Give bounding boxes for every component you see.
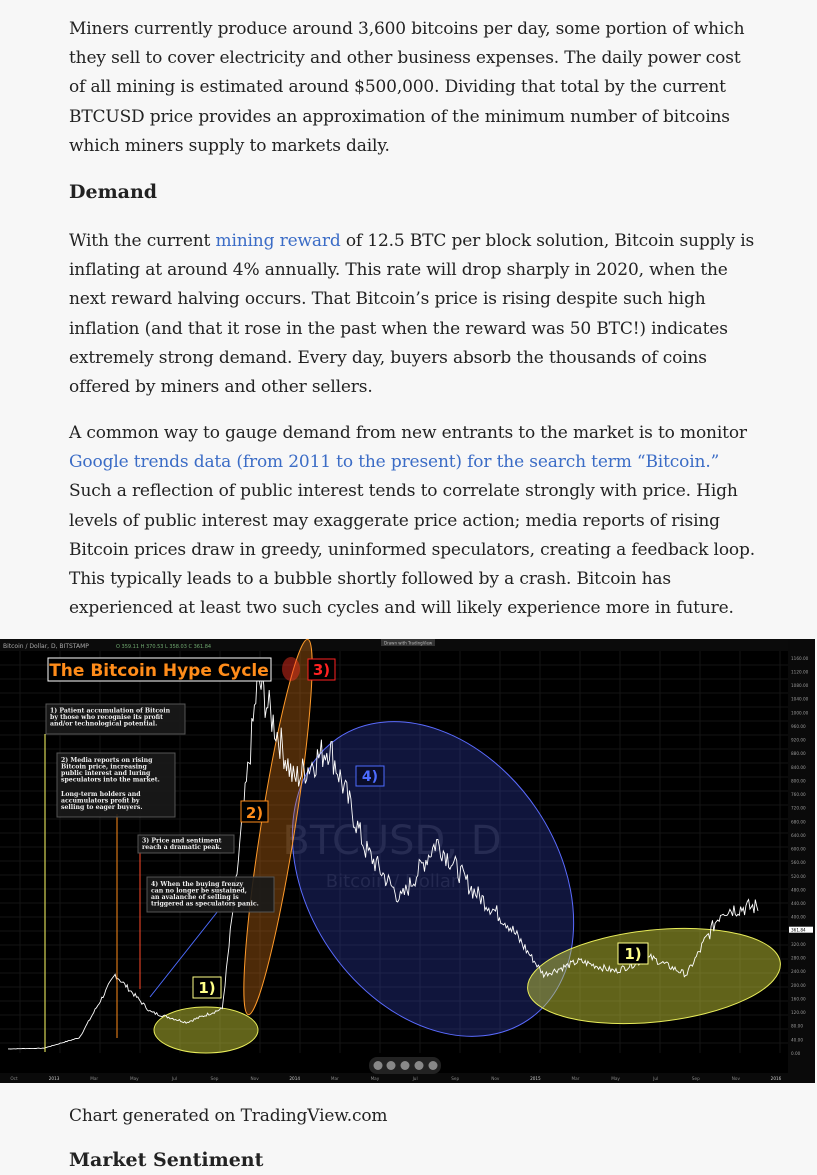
chart-pager-dot[interactable] <box>374 1061 383 1070</box>
chart-pager-dot[interactable] <box>401 1061 410 1070</box>
paragraph-text: With the current <box>69 231 216 251</box>
price-tick-label: 440.00 <box>791 901 806 907</box>
phase-label-2-text: 2) <box>245 804 264 822</box>
phase-label-3 <box>308 659 335 680</box>
note-4-line: triggered as speculators panic. <box>151 900 259 908</box>
paragraph-mining-reward <box>69 227 759 402</box>
price-tick-label: 1040.00 <box>791 696 809 702</box>
phase-label-4 <box>356 766 384 786</box>
time-tick-label: Mar <box>330 1076 339 1081</box>
price-tick-label: 320.00 <box>791 942 806 947</box>
time-tick-label: 2013 <box>48 1076 60 1081</box>
time-tick-label: 2014 <box>289 1076 301 1081</box>
note-2-line: public interest and luring <box>61 770 151 777</box>
chart-pager-dot[interactable] <box>429 1061 438 1070</box>
price-tick-label: 80.00 <box>791 1023 803 1029</box>
phase-3-ellipse <box>282 657 300 681</box>
time-tick-label: Nov <box>250 1076 259 1081</box>
price-tick-label: 560.00 <box>791 860 806 866</box>
price-tick-label: 960.00 <box>791 723 806 729</box>
note-3 <box>138 835 234 853</box>
note-1-line: and/or technological potential. <box>50 720 158 728</box>
note-2-line: 2) Media reports on rising <box>61 757 153 764</box>
next-heading: Market Sentiment <box>69 1149 264 1171</box>
note-2-line: speculators into the market. <box>61 776 160 784</box>
note-2b-line: Long-term holders and <box>61 791 141 798</box>
time-tick-label: Nov <box>491 1076 500 1081</box>
chart-watermark: BTCUSD, D <box>282 818 502 864</box>
price-tick-label: 760.00 <box>791 792 806 798</box>
chart-caption <box>69 1102 759 1131</box>
phase-label-1-left <box>193 977 221 998</box>
note-3-line: 3) Price and sentiment <box>142 837 222 845</box>
price-tick-label: 1080.00 <box>791 683 809 689</box>
note-4 <box>147 877 274 912</box>
chart-title: The Bitcoin Hype Cycle <box>49 661 269 681</box>
price-tick-label: 1000.00 <box>791 710 809 716</box>
time-tick-label: May <box>370 1076 380 1081</box>
price-tick-label: 640.00 <box>791 833 806 838</box>
phase-label-1-right <box>618 943 648 964</box>
paragraph-google-trends <box>69 419 759 623</box>
note-3-line: reach a dramatic peak. <box>142 844 222 851</box>
note-4-line: can no longer be sustained, <box>151 887 247 895</box>
time-tick-label: May <box>129 1076 139 1081</box>
hype-cycle-chart <box>0 639 815 1083</box>
phase-label-1-right-text: 1) <box>624 945 642 963</box>
chart-pager[interactable] <box>369 1057 441 1074</box>
note-1 <box>46 704 185 734</box>
price-tick-label: 920.00 <box>791 737 806 743</box>
price-tick-label: 0.00 <box>791 1051 801 1056</box>
paragraph-miners-supply <box>69 15 759 161</box>
note-2b-line: selling to eager buyers. <box>61 804 143 811</box>
phase-label-2 <box>241 801 268 822</box>
time-axis <box>0 1073 815 1083</box>
note-2b-line: accumulators profit by <box>61 797 140 805</box>
hype-cycle-chart-image <box>0 639 815 1083</box>
time-tick-label: Sep <box>451 1076 460 1081</box>
paragraph-text: Miners currently produce around 3,600 bitcoins per day, some portion of which they sell to cover electricity and other business expenses. The daily power cost of all mining is estimated around $500,000. Dividing that total by the current BTCUSD price provides an approximation of the minimum number of bitcoins which miners supply to markets daily. <box>69 19 745 156</box>
price-tick-label: 1160.00 <box>791 655 809 661</box>
time-tick-label: 2015 <box>530 1076 541 1081</box>
note-2 <box>57 753 175 817</box>
time-tick-label: Jul <box>653 1076 659 1081</box>
note-1-line: 1) Patient accumulation of Bitcoin <box>50 707 171 715</box>
price-tick-label: 200.00 <box>791 982 806 988</box>
time-tick-label: Jul <box>171 1076 177 1081</box>
price-tick-label: 720.00 <box>791 805 806 811</box>
time-tick-label: Jul <box>412 1076 418 1081</box>
price-tick-label: 840.00 <box>791 764 806 770</box>
price-tick-label: 680.00 <box>791 819 806 825</box>
chart-pager-dot[interactable] <box>415 1061 424 1070</box>
note-4-line: an avalanche of selling is <box>151 894 239 901</box>
price-tick-label: 40.00 <box>791 1037 803 1043</box>
top-badge-text: Drawn with TradingView <box>384 640 433 646</box>
note-4-line: 4) When the buying frenzy <box>151 881 244 888</box>
price-tick-label: 160.00 <box>791 996 806 1002</box>
price-tick-label: 600.00 <box>791 846 806 852</box>
time-tick-label: Oct <box>10 1076 18 1081</box>
mining-reward-link[interactable]: mining reward <box>215 231 341 251</box>
price-tick-label: 1120.00 <box>791 669 809 675</box>
time-tick-label: Nov <box>731 1076 740 1081</box>
time-tick-label: May <box>611 1076 620 1081</box>
chart-watermark-sub: Bitcoin / Dollar <box>325 871 459 892</box>
price-tick-label: 280.00 <box>791 955 806 961</box>
paragraph-text: A common way to gauge demand from new entrants to the market is to monitor <box>69 423 747 443</box>
price-tick-label: 480.00 <box>791 887 806 893</box>
time-tick-label: Mar <box>90 1076 99 1081</box>
phase-label-1-left-text: 1) <box>198 979 216 997</box>
paragraph-text: Such a reflection of public interest tends to correlate strongly with price. High levels of public interest may exaggerate price action; media reports of rising Bitcoin prices draw in greedy, uninformed speculators, creating a feedback loop. This typically leads to a bubble shortly followed by a crash. Bitcoin has experienced at least two such cycles and will likely experience more in future. <box>69 481 755 619</box>
price-tick-label: 240.00 <box>791 969 806 975</box>
price-tick-label: 520.00 <box>791 873 806 879</box>
note-1-line: by those who recognise its profit <box>50 714 163 721</box>
time-tick-label: 2016 <box>770 1076 782 1081</box>
chart-ohlc: O 359.11 H 370.53 L 358.03 C 361.84 <box>116 644 212 650</box>
price-tick-label: 880.00 <box>791 751 806 757</box>
note-2-line: Bitcoin price, increasing <box>61 763 147 771</box>
time-tick-label: Sep <box>210 1076 219 1081</box>
paragraph-text: of 12.5 BTC per block solution, Bitcoin supply is inflating at around 4% annually. This rate will drop sharply in 2020, when the next reward halving occurs. That Bitcoin’s price is rising despite such high inflation (and that it rose in the past when the reward was 50 BTC!) indicates extremely strong demand. Every day, buyers absorb the thousands of coins offered by miners and other sellers. <box>69 231 755 398</box>
price-tick-label: 120.00 <box>791 1010 806 1016</box>
demand-heading: Demand <box>69 181 158 203</box>
phase-label-4-text: 4) <box>361 769 379 785</box>
price-tick-label: 800.00 <box>791 778 806 784</box>
price-axis <box>788 639 815 1083</box>
section-demand <box>69 178 759 207</box>
caption-text: Chart generated on TradingView.com <box>69 1106 388 1126</box>
time-tick-label: Sep <box>691 1076 700 1081</box>
phase-1-ellipse-left <box>154 1007 258 1053</box>
chart-symbol: Bitcoin / Dollar, D, BITSTAMP <box>3 643 89 650</box>
google-trends-link[interactable]: Google trends data (from 2011 to the present) for the search term “Bitcoin.” <box>69 452 720 473</box>
price-tick-label: 400.00 <box>791 914 806 920</box>
phase-label-3-text: 3) <box>312 661 331 679</box>
time-tick-label: Mar <box>571 1076 580 1081</box>
chart-pager-dot[interactable] <box>387 1061 396 1070</box>
price-tag-label: 361.84 <box>791 927 806 933</box>
next-heading-cutoff <box>69 1142 759 1171</box>
